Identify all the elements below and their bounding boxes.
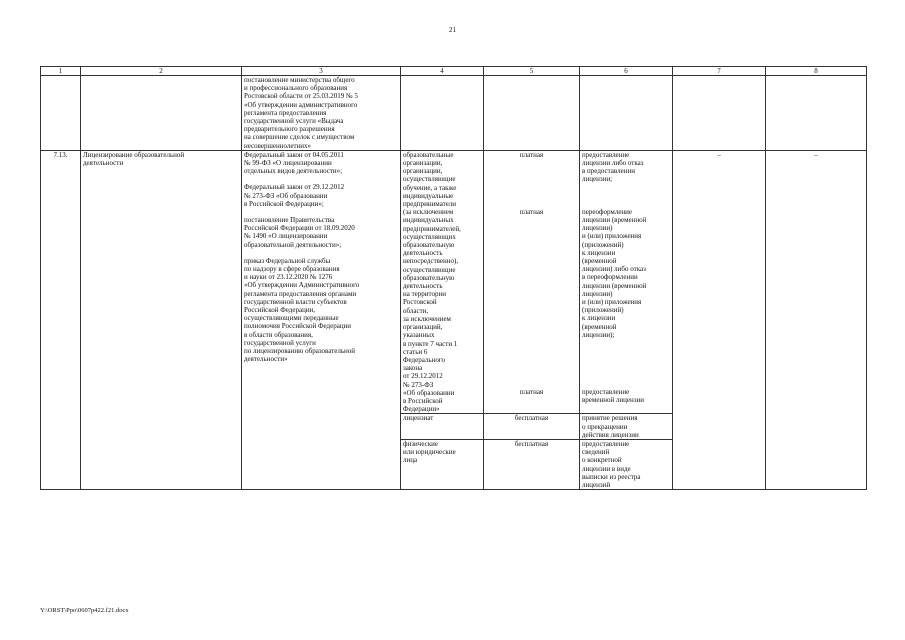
text-line: о конкретной bbox=[582, 456, 622, 465]
row-number: 7.13. bbox=[41, 150, 81, 489]
payment-licensee: бесплатная bbox=[484, 414, 580, 440]
text-line: деятельности» bbox=[244, 355, 288, 364]
text-line: в переоформлении bbox=[582, 273, 638, 282]
col-number: 2 bbox=[81, 67, 242, 76]
text-line: Федерации» bbox=[403, 405, 440, 414]
text-line: Лицензирование образовательной bbox=[83, 150, 185, 159]
col8-value: – bbox=[766, 150, 867, 489]
text-line: регламента предоставления органами bbox=[244, 289, 357, 298]
service-name bbox=[81, 150, 242, 489]
text-line: переоформление bbox=[582, 207, 633, 216]
lines bbox=[403, 414, 481, 422]
text-line: на территории bbox=[403, 290, 446, 299]
text-line: лицензии) либо отказ bbox=[582, 265, 646, 274]
text-line: (приложений) bbox=[582, 240, 624, 249]
text-line: организации, bbox=[403, 167, 443, 176]
table-row-7-13 bbox=[41, 150, 867, 414]
text-line: в Российской Федерации»; bbox=[244, 199, 324, 208]
text-line: от 29.12.2012 bbox=[403, 372, 443, 381]
text-line: предпринимателей, bbox=[403, 224, 461, 233]
text-line: «Об утверждении Административного bbox=[244, 281, 360, 290]
text-line: деятельность bbox=[403, 249, 443, 258]
legal-act-4 bbox=[244, 257, 398, 364]
text-line: Российской Федерации от 18.09.2020 bbox=[244, 224, 355, 233]
recipients-main bbox=[401, 150, 484, 414]
lines bbox=[403, 151, 481, 414]
text-line: Ростовской bbox=[403, 298, 437, 307]
col-number: 1 bbox=[41, 67, 81, 76]
text-line: № 1490 «О лицензировании bbox=[244, 232, 328, 241]
text-line: о прекращении bbox=[582, 422, 628, 431]
payment-2: платная bbox=[519, 207, 544, 216]
text-line: отдельных видов деятельности»; bbox=[244, 167, 343, 176]
text-line: предоставление bbox=[582, 387, 630, 396]
text-line: принятие решения bbox=[582, 414, 638, 423]
text-line: деятельность bbox=[403, 282, 443, 291]
result-main bbox=[580, 150, 673, 414]
result-1 bbox=[582, 151, 670, 208]
text-line: образовательные bbox=[403, 150, 454, 159]
lines bbox=[403, 440, 481, 465]
text-line: полномочия Российской Федерации bbox=[244, 322, 352, 331]
legal-basis bbox=[242, 150, 401, 489]
text-line: и (или) приложения bbox=[582, 232, 642, 241]
text-line: регламента предоставления bbox=[244, 108, 327, 117]
legal-act-1 bbox=[244, 151, 398, 176]
text-line: постановление Правительства bbox=[244, 216, 335, 225]
continuation-row bbox=[41, 76, 867, 151]
text-line: статьи 6 bbox=[403, 347, 428, 356]
text-line: деятельности bbox=[83, 159, 124, 168]
text-line: осуществляющими переданные bbox=[244, 314, 339, 323]
text-line: в предоставлении bbox=[582, 167, 635, 176]
text-line: за исключением bbox=[403, 314, 451, 323]
text-line: Федеральный закон от 04.05.2011 bbox=[244, 150, 344, 159]
text-line: образовательную bbox=[403, 241, 455, 250]
text-line: государственной услуги «Выдача bbox=[244, 117, 344, 126]
text-line: в пункте 7 части 1 bbox=[403, 339, 458, 348]
recipient-licensee bbox=[401, 414, 484, 440]
text-line: по лицензированию образовательной bbox=[244, 347, 356, 356]
text-line: организаций, bbox=[403, 323, 443, 332]
text-line: образовательной деятельности»; bbox=[244, 240, 342, 249]
text-line: Федеральный закон от 29.12.2012 bbox=[244, 183, 345, 192]
col-number: 7 bbox=[673, 67, 766, 76]
text-line: непосредственно), bbox=[403, 257, 459, 266]
recipient-persons bbox=[401, 439, 484, 489]
text-line: «Об образовании bbox=[403, 388, 455, 397]
lines bbox=[83, 151, 239, 167]
column-number-row bbox=[41, 67, 867, 76]
text-line: организации, bbox=[403, 159, 443, 168]
text-line: (за исключением bbox=[403, 208, 454, 217]
payment-3: платная bbox=[519, 387, 544, 396]
text-line: предоставление bbox=[582, 439, 630, 448]
text-line: постановление министерства общего bbox=[244, 76, 355, 84]
text-line: образовательную bbox=[403, 273, 455, 282]
text-line: № 99-ФЗ «О лицензировании bbox=[244, 159, 332, 168]
text-line: выписки из реестра bbox=[582, 472, 641, 481]
result-licensee bbox=[580, 414, 673, 440]
continuation-legal-basis bbox=[242, 76, 401, 151]
col-number: 4 bbox=[401, 67, 484, 76]
text-line: в Российской bbox=[403, 396, 443, 405]
text-line: области, bbox=[403, 306, 429, 315]
text-line: лицензии; bbox=[582, 175, 613, 184]
text-line: Федерального bbox=[403, 355, 446, 364]
file-path-footer: Y:\ORST\Ppo\0607p422.f21.docx bbox=[40, 607, 129, 614]
payment-persons: бесплатная bbox=[484, 439, 580, 489]
text-line: предприниматели bbox=[403, 200, 457, 209]
text-line: предварительного разрешения bbox=[244, 125, 335, 134]
col-number: 5 bbox=[484, 67, 580, 76]
page-number: 21 bbox=[449, 26, 456, 34]
payment-main bbox=[484, 150, 580, 414]
text-line: предоставление bbox=[582, 150, 630, 159]
result-3 bbox=[582, 388, 670, 404]
services-table bbox=[40, 66, 867, 490]
result-2 bbox=[582, 208, 670, 388]
text-line: на совершение сделок с имуществом bbox=[244, 133, 355, 142]
text-line: лицензии) bbox=[582, 289, 613, 298]
text-line: лицензии (временной bbox=[582, 216, 647, 225]
lines bbox=[582, 414, 670, 439]
text-line: государственной услуги bbox=[244, 338, 316, 347]
text-line: несовершеннолетних» bbox=[244, 141, 312, 150]
text-line: лицензии либо отказ bbox=[582, 159, 644, 168]
text-line: лица bbox=[403, 456, 418, 465]
text-line: указанных bbox=[403, 331, 435, 340]
text-line: № 273-ФЗ bbox=[403, 380, 434, 389]
legal-act-3 bbox=[244, 216, 398, 249]
text-line: сведений bbox=[582, 448, 610, 457]
text-line: лицензии) bbox=[582, 224, 613, 233]
text-line: осуществляющие bbox=[403, 265, 456, 274]
col-number: 8 bbox=[766, 67, 867, 76]
col7-value: – bbox=[673, 150, 766, 489]
lines bbox=[244, 76, 398, 150]
text-line: Ростовской области от 25.03.2019 № 5 bbox=[244, 92, 358, 101]
text-line: «Об утверждении административного bbox=[244, 100, 358, 109]
col-number: 6 bbox=[580, 67, 673, 76]
text-line: по надзору в сфере образования bbox=[244, 265, 340, 274]
text-line: лицензии (временной bbox=[582, 281, 647, 290]
lines bbox=[582, 440, 670, 489]
text-line: обучение, а также bbox=[403, 183, 457, 192]
col-number: 3 bbox=[242, 67, 401, 76]
legal-act-2 bbox=[244, 183, 398, 208]
text-line: Российской Федерации, bbox=[244, 306, 316, 315]
text-line: или юридические bbox=[403, 448, 456, 457]
text-line: лицензии); bbox=[582, 330, 615, 339]
text-line: действия лицензии bbox=[582, 430, 639, 439]
text-line: физические bbox=[403, 439, 438, 448]
text-line: (временной bbox=[582, 257, 617, 266]
text-line: приказ Федеральной службы bbox=[244, 256, 331, 265]
text-line: (временной bbox=[582, 322, 617, 331]
text-line: лицензиат bbox=[403, 414, 434, 423]
text-line: осуществляющих bbox=[403, 232, 456, 241]
text-line: и науки от 23.12.2020 № 1276 bbox=[244, 273, 333, 282]
text-line: государственной власти субъектов bbox=[244, 297, 347, 306]
text-line: индивидуальные bbox=[403, 191, 454, 200]
text-line: и (или) приложения bbox=[582, 298, 642, 307]
text-line: (приложений) bbox=[582, 306, 624, 315]
result-persons bbox=[580, 439, 673, 489]
text-line: лицензии в виде bbox=[582, 464, 631, 473]
text-line: к лицензии bbox=[582, 248, 616, 257]
text-line: в области образования, bbox=[244, 330, 313, 339]
text-line: к лицензии bbox=[582, 314, 616, 323]
text-line: лицензий bbox=[582, 480, 611, 489]
text-line: и профессионального образования bbox=[244, 84, 348, 93]
text-line: индивидуальных bbox=[403, 216, 454, 225]
text-line: закона bbox=[403, 364, 423, 373]
text-line: временной лицензии bbox=[582, 396, 645, 405]
text-line: № 273-ФЗ «Об образовании bbox=[244, 191, 328, 200]
text-line: осуществляющие bbox=[403, 175, 456, 184]
payment-1: платная bbox=[519, 150, 544, 159]
